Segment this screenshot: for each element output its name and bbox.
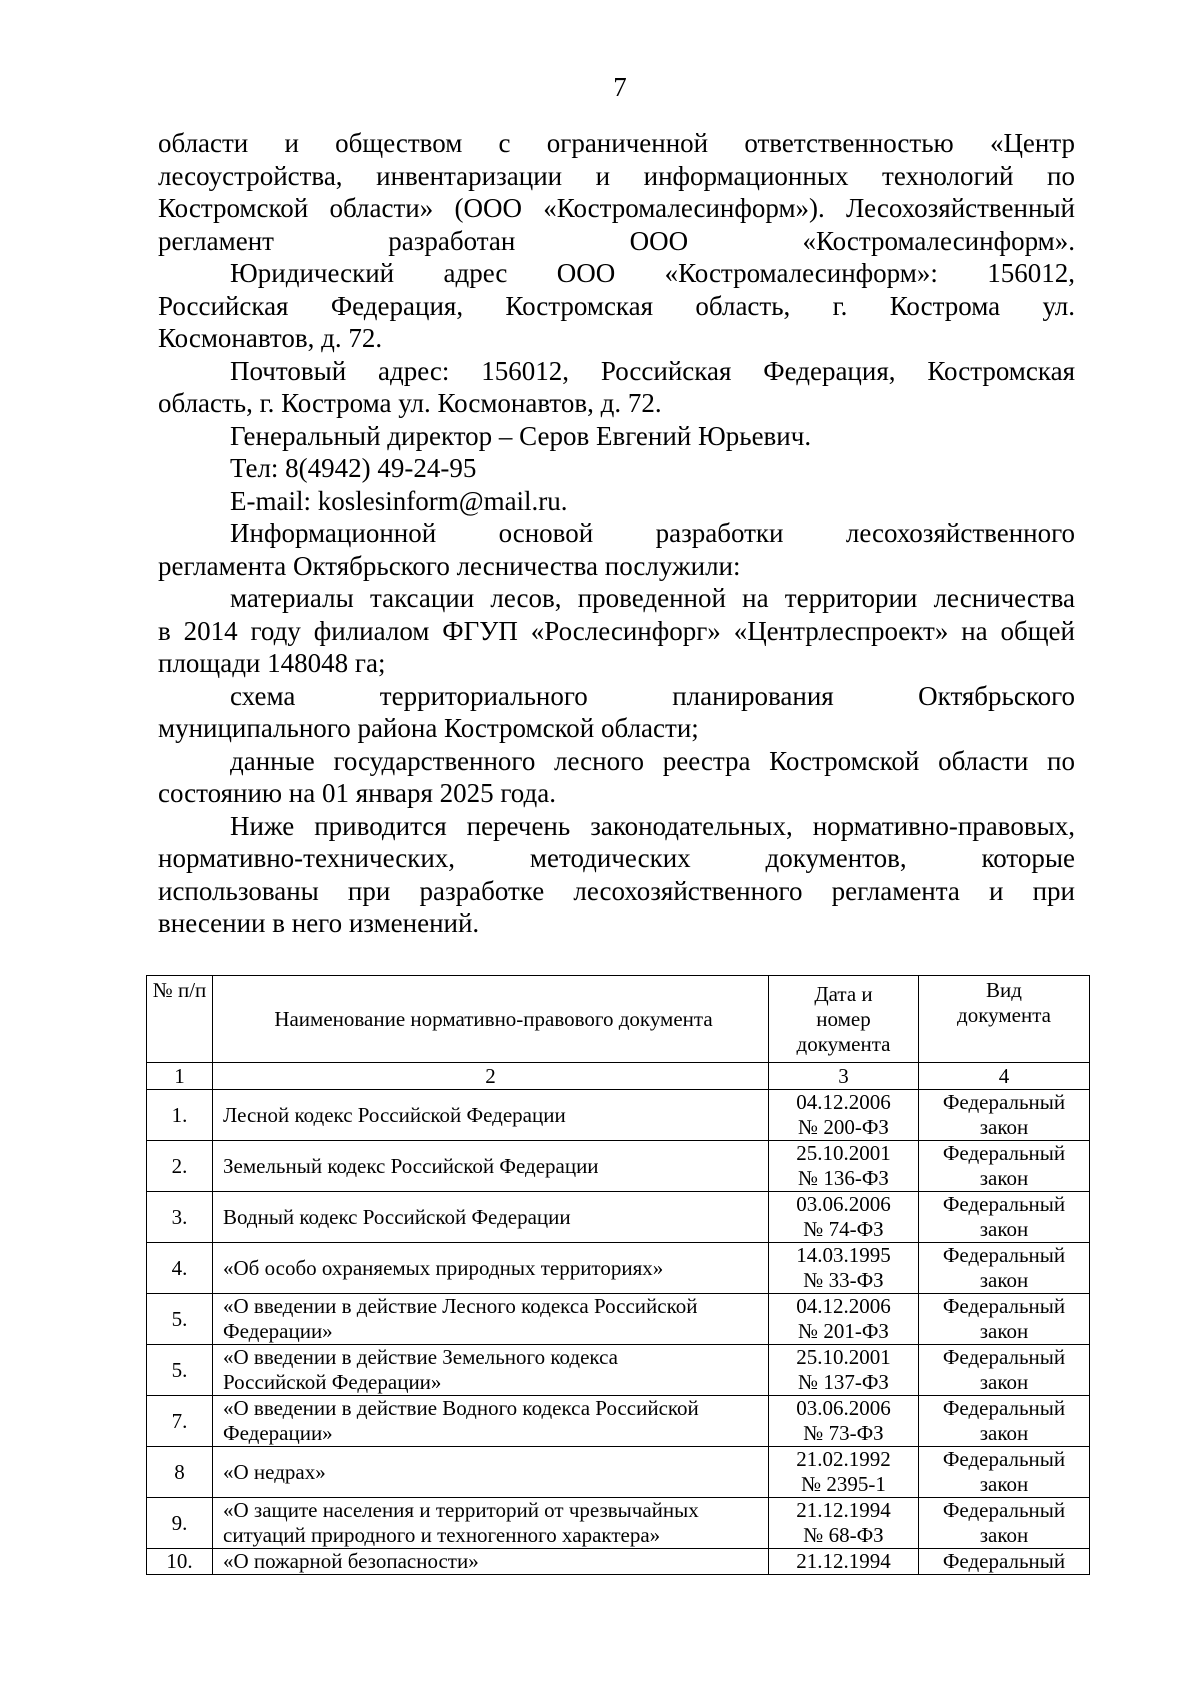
table-row [147, 1243, 1090, 1294]
text-line: площади 148048 га; [158, 648, 386, 678]
document-name-line: «О введении в действие Лесного кодекса Российской [223, 1294, 698, 1318]
document-date-number [769, 1549, 919, 1575]
document-number: № 74-ФЗ [803, 1217, 884, 1241]
text-line: внесении в него изменений. [158, 908, 480, 938]
document-date: 21.12.1994 [796, 1498, 891, 1522]
header-name: Наименование нормативно-правового документа [213, 976, 769, 1063]
paragraph-director [158, 420, 1075, 453]
document-type-line: закон [979, 1319, 1029, 1343]
document-name-line: Лесной кодекс Российской Федерации [223, 1102, 566, 1127]
document-number: № 73-ФЗ [803, 1421, 884, 1445]
table-header-row [147, 976, 1090, 1063]
text-line: область, г. Кострома ул. Космонавтов, д. 72. [158, 388, 662, 418]
document-date-number [769, 1192, 919, 1243]
document-number: № 137-ФЗ [798, 1370, 889, 1394]
document-number: № 136-ФЗ [798, 1166, 889, 1190]
document-type-line: закон [979, 1472, 1029, 1496]
document-date-number [769, 1396, 919, 1447]
text-line: лесоустройства, инвентаризации и информационных технологий по [158, 160, 1075, 191]
document-type [919, 1498, 1090, 1549]
document-type [919, 1090, 1090, 1141]
text-line: нормативно-технических, методических документов, которые [158, 843, 1075, 873]
row-number: 10. [147, 1549, 213, 1575]
document-type-line: закон [979, 1166, 1029, 1190]
document-type-line: Федеральный [942, 1243, 1066, 1267]
document-date: 04.12.2006 [796, 1294, 891, 1318]
document-type [919, 1447, 1090, 1498]
document-name-line: Водный кодекс Российской Федерации [223, 1204, 571, 1229]
document-type-line: Федеральный [942, 1396, 1066, 1420]
document-name-line: «О защите населения и территорий от чрезвычайных [223, 1498, 699, 1522]
document-name-line: ситуаций природного и техногенного характера» [223, 1523, 661, 1547]
documents-table [146, 975, 1090, 1575]
document-number: № 33-ФЗ [803, 1268, 884, 1292]
table-row [147, 1396, 1090, 1447]
text-line: Космонавтов, д. 72. [158, 323, 383, 353]
text-line: Ниже приводится перечень законодательных, нормативно-правовых, [230, 810, 1075, 841]
document-name-line: Федерации» [223, 1421, 333, 1445]
text-line: Юридический адрес ООО «Костромалесинформ»: 156012, [230, 258, 1075, 288]
row-number: 1. [147, 1090, 213, 1141]
document-date-number [769, 1294, 919, 1345]
document-number: № 200-ФЗ [798, 1115, 889, 1139]
document-name [213, 1294, 769, 1345]
header-date-line: Дата и [814, 981, 873, 1006]
document-type [919, 1396, 1090, 1447]
header-type [919, 976, 1090, 1063]
table-body [147, 1090, 1090, 1575]
document-name-line: Федерации» [223, 1319, 333, 1343]
table-row [147, 1447, 1090, 1498]
paragraph-taxation [158, 582, 1075, 680]
header-date-line: номер [816, 1006, 871, 1031]
page-number: 7 [613, 72, 627, 102]
text-line: данные государственного лесного реестра Костромской области по [230, 745, 1075, 776]
text-line: муниципального района Костромской области; [158, 713, 699, 743]
document-name [213, 1549, 769, 1575]
header-type-line: Вид [986, 978, 1022, 1002]
document-type-line: закон [979, 1370, 1029, 1394]
text-line: регламента Октябрьского лесничества послужили: [158, 550, 741, 581]
text-line: материалы таксации лесов, проведенной на территории лесничества [230, 583, 1075, 613]
document-date-number [769, 1141, 919, 1192]
document-name-line: «О пожарной безопасности» [223, 1549, 479, 1573]
row-number: 5. [147, 1294, 213, 1345]
row-number: 4. [147, 1243, 213, 1294]
table-row [147, 1294, 1090, 1345]
document-date-number [769, 1447, 919, 1498]
document-date-number [769, 1345, 919, 1396]
paragraph-scheme [158, 680, 1075, 745]
document-type-line: Федеральный [942, 1192, 1066, 1216]
text-line: E-mail: koslesinform@mail.ru. [230, 485, 568, 516]
header-date-line: документа [796, 1031, 891, 1056]
document-type [919, 1345, 1090, 1396]
text-line: Почтовый адрес: 156012, Российская Федерация, Костромская [230, 355, 1075, 386]
table-row [147, 1192, 1090, 1243]
document-name [213, 1141, 769, 1192]
header-type-line: документа [957, 1003, 1051, 1027]
document-type-line: Федеральный [942, 1294, 1066, 1318]
row-number: 8 [147, 1447, 213, 1498]
document-type-line: закон [979, 1268, 1029, 1292]
document-type-line: Федеральный [942, 1549, 1066, 1573]
table-row [147, 1345, 1090, 1396]
paragraph-postal-address [158, 355, 1075, 420]
paragraph-info-basis [158, 517, 1075, 582]
document-type-line: закон [979, 1421, 1029, 1445]
document-date: 25.10.2001 [796, 1345, 891, 1369]
column-number-row [147, 1063, 1090, 1090]
text-line: состоянию на 01 января 2025 года. [158, 778, 556, 808]
text-line: Тел: 8(4942) 49-24-95 [230, 453, 477, 483]
document-name-line: «О недрах» [223, 1459, 326, 1484]
document-date: 21.02.1992 [796, 1447, 891, 1471]
document-type [919, 1243, 1090, 1294]
header-date [769, 976, 919, 1063]
table-row [147, 1498, 1090, 1549]
document-type-line: Федеральный [942, 1345, 1066, 1369]
document-name-line: «О введении в действие Водного кодекса Российской [223, 1396, 699, 1420]
paragraph-email [158, 485, 1075, 518]
document-date: 21.12.1994 [796, 1549, 891, 1573]
document-name-line: «О введении в действие Земельного кодекса [223, 1345, 618, 1369]
document-date: 25.10.2001 [796, 1141, 891, 1165]
document-type-line: Федеральный [942, 1141, 1066, 1165]
text-line: Костромской области» (ООО «Костромалесинформ»). Лесохозяйственный [158, 193, 1075, 223]
text-line: в 2014 году филиалом ФГУП «Рослесинфорг» «Центрлеспроект» на общей [158, 615, 1075, 646]
document-date: 14.03.1995 [796, 1243, 891, 1267]
document-number: № 68-ФЗ [803, 1523, 884, 1547]
document-name [213, 1192, 769, 1243]
document-date: 04.12.2006 [796, 1090, 891, 1114]
row-number: 7. [147, 1396, 213, 1447]
document-type-line: закон [979, 1523, 1029, 1547]
table-row [147, 1090, 1090, 1141]
row-number: 3. [147, 1192, 213, 1243]
document-name [213, 1243, 769, 1294]
document-type-line: Федеральный [942, 1498, 1066, 1522]
document-name [213, 1396, 769, 1447]
body-text [158, 127, 1075, 940]
text-line: использованы при разработке лесохозяйственного регламента и при [158, 875, 1075, 906]
document-type-line: Федеральный [942, 1447, 1066, 1471]
column-number: 4 [919, 1063, 1090, 1090]
text-line: Информационной основой разработки лесохозяйственного [230, 518, 1075, 548]
document-type-line: закон [979, 1115, 1029, 1139]
document-type [919, 1294, 1090, 1345]
document-date: 03.06.2006 [796, 1396, 891, 1420]
document-date: 03.06.2006 [796, 1192, 891, 1216]
document-type [919, 1549, 1090, 1575]
paragraph-phone [158, 452, 1075, 485]
column-number: 3 [769, 1063, 919, 1090]
column-number: 1 [147, 1063, 213, 1090]
paragraph-list-intro [158, 810, 1075, 940]
text-line: схема территориального планирования Октябрьского [230, 680, 1075, 711]
header-num: № п/п [147, 976, 213, 1063]
row-number: 9. [147, 1498, 213, 1549]
column-number: 2 [213, 1063, 769, 1090]
document-number: № 2395-1 [801, 1472, 886, 1496]
paragraph-intro [158, 127, 1075, 257]
text-line: Генеральный директор – Серов Евгений Юрьевич. [230, 420, 812, 451]
document-name [213, 1345, 769, 1396]
document-date-number [769, 1498, 919, 1549]
document-name [213, 1090, 769, 1141]
table-row [147, 1141, 1090, 1192]
document-name-line: Земельный кодекс Российской Федерации [223, 1153, 599, 1178]
document-date-number [769, 1243, 919, 1294]
document-name [213, 1447, 769, 1498]
row-number: 5. [147, 1345, 213, 1396]
paragraph-legal-address [158, 257, 1075, 355]
document-type [919, 1141, 1090, 1192]
document-date-number [769, 1090, 919, 1141]
document-name-line: Российской Федерации» [223, 1370, 442, 1394]
document-type [919, 1192, 1090, 1243]
row-number: 2. [147, 1141, 213, 1192]
document-name [213, 1498, 769, 1549]
document-name-line: «Об особо охраняемых природных территориях» [223, 1255, 664, 1280]
document-number: № 201-ФЗ [798, 1319, 889, 1343]
document-type-line: закон [979, 1217, 1029, 1241]
text-line: области и обществом с ограниченной ответственностью «Центр [158, 128, 1075, 158]
paragraph-registry [158, 745, 1075, 810]
text-line: Российская Федерация, Костромская область, г. Кострома ул. [158, 290, 1075, 321]
text-line: регламент разработан ООО «Костромалесинформ». [158, 225, 1075, 256]
table-row [147, 1549, 1090, 1575]
document-type-line: Федеральный [942, 1090, 1066, 1114]
